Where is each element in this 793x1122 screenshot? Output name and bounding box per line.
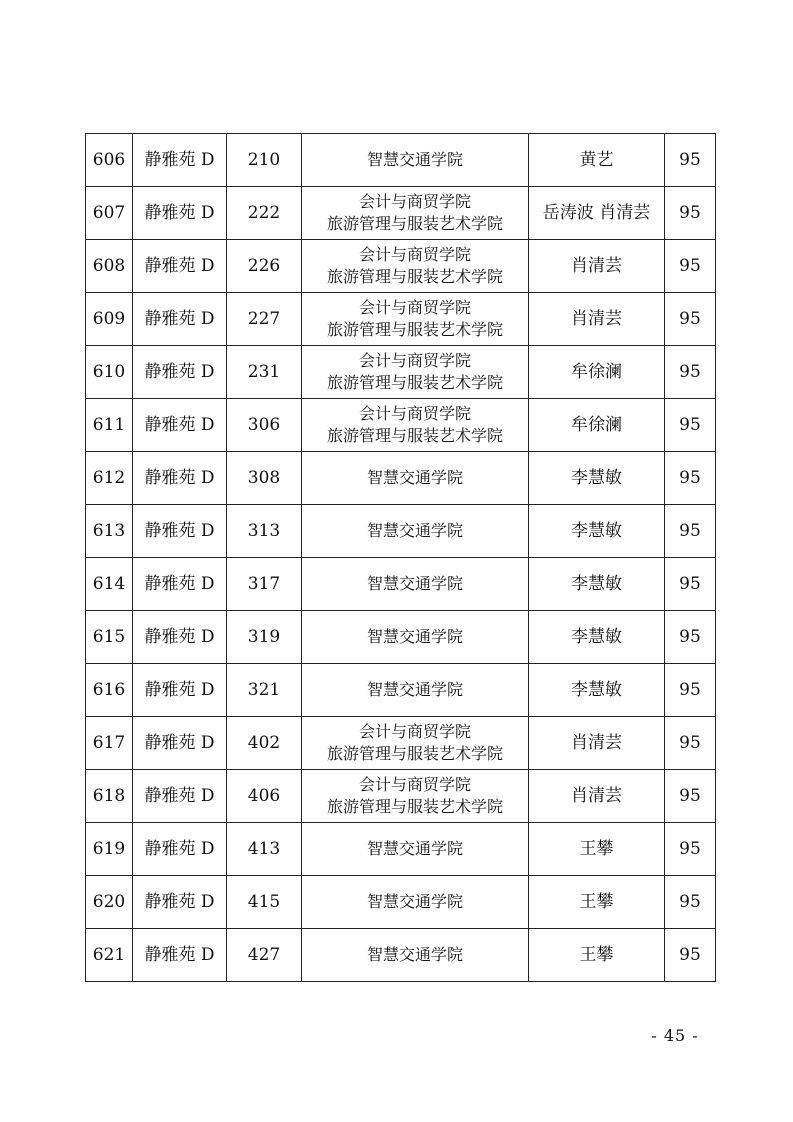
college-cell [302, 134, 529, 187]
college-name: 旅游管理与服装艺术学院 [326, 426, 503, 445]
counselor-cell: 李慧敏 [529, 611, 665, 664]
row-number-cell: 617 [86, 717, 133, 770]
counselor-cell: 李慧敏 [529, 452, 665, 505]
counselor-cell: 岳涛波 肖清芸 [529, 187, 665, 240]
building-cell: 静雅苑 D [133, 876, 227, 929]
table-row [86, 770, 716, 823]
college-name: 会计与商贸学院 [358, 298, 471, 317]
building-cell: 静雅苑 D [133, 611, 227, 664]
score-cell: 95 [665, 293, 716, 346]
table-row [86, 611, 716, 664]
college-name: 旅游管理与服装艺术学院 [326, 744, 503, 763]
counselor-cell: 李慧敏 [529, 505, 665, 558]
row-number-cell: 607 [86, 187, 133, 240]
room-number-cell: 210 [227, 134, 302, 187]
score-cell: 95 [665, 505, 716, 558]
college-cell [302, 505, 529, 558]
room-number-cell: 308 [227, 452, 302, 505]
college-name: 智慧交通学院 [366, 150, 463, 169]
table-row [86, 346, 716, 399]
college-cell [302, 611, 529, 664]
table-row [86, 187, 716, 240]
row-number-cell: 619 [86, 823, 133, 876]
score-cell: 95 [665, 770, 716, 823]
building-cell: 静雅苑 D [133, 134, 227, 187]
college-cell [302, 876, 529, 929]
college-cell [302, 770, 529, 823]
college-name: 智慧交通学院 [366, 945, 463, 964]
row-number-cell: 612 [86, 452, 133, 505]
building-cell: 静雅苑 D [133, 823, 227, 876]
table-row [86, 134, 716, 187]
building-cell: 静雅苑 D [133, 505, 227, 558]
room-number-cell: 306 [227, 399, 302, 452]
building-cell: 静雅苑 D [133, 240, 227, 293]
college-name: 智慧交通学院 [366, 627, 463, 646]
college-cell [302, 664, 529, 717]
table-row [86, 823, 716, 876]
dormitory-score-table [85, 133, 716, 982]
score-cell: 95 [665, 664, 716, 717]
college-cell [302, 929, 529, 982]
college-name: 旅游管理与服装艺术学院 [326, 373, 503, 392]
score-cell: 95 [665, 452, 716, 505]
room-number-cell: 222 [227, 187, 302, 240]
college-name: 旅游管理与服装艺术学院 [326, 320, 503, 339]
college-cell [302, 558, 529, 611]
building-cell: 静雅苑 D [133, 929, 227, 982]
counselor-cell: 牟徐澜 [529, 399, 665, 452]
table-row [86, 293, 716, 346]
table-row [86, 876, 716, 929]
row-number-cell: 615 [86, 611, 133, 664]
college-name: 会计与商贸学院 [358, 245, 471, 264]
counselor-cell: 王攀 [529, 876, 665, 929]
college-cell [302, 399, 529, 452]
page-number: - 45 - [651, 1026, 699, 1045]
college-name: 智慧交通学院 [366, 680, 463, 699]
college-name: 智慧交通学院 [366, 574, 463, 593]
building-cell: 静雅苑 D [133, 293, 227, 346]
table-row [86, 664, 716, 717]
score-cell: 95 [665, 240, 716, 293]
row-number-cell: 610 [86, 346, 133, 399]
college-name: 智慧交通学院 [366, 521, 463, 540]
room-number-cell: 415 [227, 876, 302, 929]
college-cell [302, 452, 529, 505]
score-cell: 95 [665, 717, 716, 770]
room-number-cell: 402 [227, 717, 302, 770]
building-cell: 静雅苑 D [133, 399, 227, 452]
score-cell: 95 [665, 187, 716, 240]
table-row [86, 558, 716, 611]
college-name: 旅游管理与服装艺术学院 [326, 214, 503, 233]
counselor-cell: 王攀 [529, 929, 665, 982]
college-cell [302, 187, 529, 240]
score-cell: 95 [665, 134, 716, 187]
room-number-cell: 406 [227, 770, 302, 823]
college-cell [302, 823, 529, 876]
table-row [86, 717, 716, 770]
row-number-cell: 613 [86, 505, 133, 558]
row-number-cell: 621 [86, 929, 133, 982]
college-name: 智慧交通学院 [366, 839, 463, 858]
counselor-cell: 李慧敏 [529, 664, 665, 717]
room-number-cell: 317 [227, 558, 302, 611]
building-cell: 静雅苑 D [133, 664, 227, 717]
room-number-cell: 319 [227, 611, 302, 664]
table-row [86, 505, 716, 558]
row-number-cell: 616 [86, 664, 133, 717]
counselor-cell: 肖清芸 [529, 240, 665, 293]
counselor-cell: 黄艺 [529, 134, 665, 187]
table-row [86, 929, 716, 982]
row-number-cell: 620 [86, 876, 133, 929]
room-number-cell: 226 [227, 240, 302, 293]
college-name: 智慧交通学院 [366, 892, 463, 911]
score-cell: 95 [665, 558, 716, 611]
college-name: 旅游管理与服装艺术学院 [326, 797, 503, 816]
score-cell: 95 [665, 876, 716, 929]
college-name: 会计与商贸学院 [358, 775, 471, 794]
building-cell: 静雅苑 D [133, 717, 227, 770]
room-number-cell: 313 [227, 505, 302, 558]
counselor-cell: 牟徐澜 [529, 346, 665, 399]
college-cell [302, 346, 529, 399]
table-row [86, 452, 716, 505]
college-name: 会计与商贸学院 [358, 404, 471, 423]
score-cell: 95 [665, 823, 716, 876]
row-number-cell: 608 [86, 240, 133, 293]
row-number-cell: 618 [86, 770, 133, 823]
room-number-cell: 227 [227, 293, 302, 346]
building-cell: 静雅苑 D [133, 770, 227, 823]
table-row [86, 399, 716, 452]
row-number-cell: 611 [86, 399, 133, 452]
counselor-cell: 肖清芸 [529, 293, 665, 346]
college-cell [302, 293, 529, 346]
building-cell: 静雅苑 D [133, 452, 227, 505]
room-number-cell: 427 [227, 929, 302, 982]
counselor-cell: 肖清芸 [529, 717, 665, 770]
score-cell: 95 [665, 399, 716, 452]
building-cell: 静雅苑 D [133, 346, 227, 399]
building-cell: 静雅苑 D [133, 187, 227, 240]
college-cell [302, 717, 529, 770]
score-cell: 95 [665, 346, 716, 399]
college-name: 旅游管理与服装艺术学院 [326, 267, 503, 286]
counselor-cell: 王攀 [529, 823, 665, 876]
table-row [86, 240, 716, 293]
table-body [86, 134, 716, 982]
row-number-cell: 606 [86, 134, 133, 187]
room-number-cell: 413 [227, 823, 302, 876]
counselor-cell: 李慧敏 [529, 558, 665, 611]
college-name: 会计与商贸学院 [358, 351, 471, 370]
counselor-cell: 肖清芸 [529, 770, 665, 823]
score-cell: 95 [665, 929, 716, 982]
building-cell: 静雅苑 D [133, 558, 227, 611]
college-name: 会计与商贸学院 [358, 192, 471, 211]
college-cell [302, 240, 529, 293]
room-number-cell: 321 [227, 664, 302, 717]
row-number-cell: 614 [86, 558, 133, 611]
college-name: 智慧交通学院 [366, 468, 463, 487]
room-number-cell: 231 [227, 346, 302, 399]
score-cell: 95 [665, 611, 716, 664]
college-name: 会计与商贸学院 [358, 722, 471, 741]
row-number-cell: 609 [86, 293, 133, 346]
